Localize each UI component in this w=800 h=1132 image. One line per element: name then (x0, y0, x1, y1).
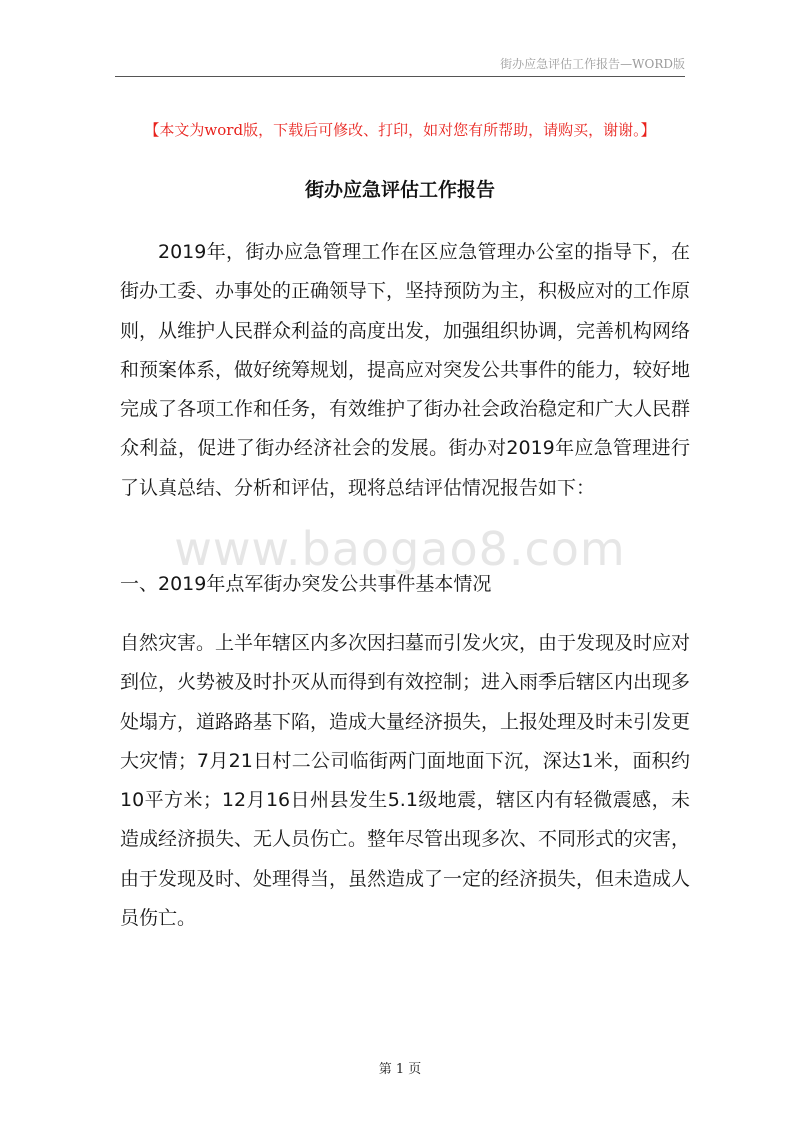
purchase-notice: 【本文为word版，下载后可修改、打印，如对您有所帮助，请购买，谢谢。】 (144, 121, 656, 139)
running-header: 街办应急评估工作报告—WORD版 (500, 57, 685, 71)
header-divider (115, 76, 685, 77)
document-title: 街办应急评估工作报告 (304, 179, 495, 201)
section-heading: 一、2019年点军街办突发公共事件基本情况 (120, 573, 492, 595)
watermark-text: www.baogao8.com (174, 522, 626, 576)
disaster-paragraph: 自然灾害。上半年辖区内多次因扫墓而引发火灾，由于发现及时应对到位，火势被及时扑灭从而得到有效控制；进入雨季后辖区内出现多处塌方，道路路基下陷，造成大量经济损失，上报处理及时未引发更大灾情；7月21日村二公司临街两门面地面下沉，深达1米，面积约10平方米；12月16日州县发生5.1级地震，辖区内有轻微震感，未造成经济损失、无人员伤亡。整年尽管出现多次、不同形式的灾害，由于发现及时、处理得当，虽然造成了一定的经济损失，但未造成人员伤亡。 (120, 632, 691, 930)
intro-paragraph: 2019年，街办应急管理工作在区应急管理办公室的指导下，在街办工委、办事处的正确领导下，坚持预防为主，积极应对的工作原则，从维护人民群众利益的高度出发，加强组织协调，完善机构网络和预案体系，做好统筹规划，提高应对突发公共事件的能力，较好地完成了各项工作和任务，有效维护了街办社会政治稳定和广大人民群众利益，促进了街办经济社会的发展。街办对2019年应急管理进行了认真总结、分析和评估，现将总结评估情况报告如下： (120, 241, 691, 499)
page-number: 第 1 页 (378, 1062, 422, 1077)
